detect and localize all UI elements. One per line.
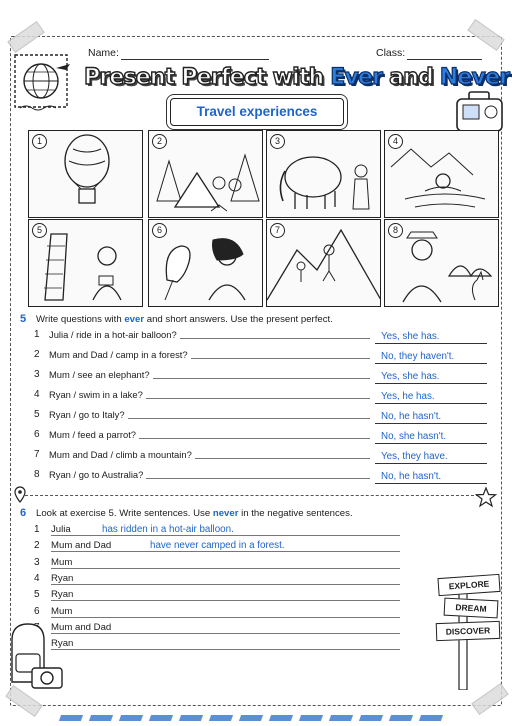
exercise-6-item bbox=[20, 555, 400, 571]
answer-line[interactable] bbox=[51, 617, 400, 618]
exercise-6-item bbox=[20, 604, 400, 620]
picture-8-australia-kangaroo bbox=[384, 219, 499, 307]
exercise-6-number: 6 bbox=[20, 507, 27, 519]
item-number: 5 bbox=[34, 409, 40, 420]
picture-3-elephant bbox=[266, 130, 381, 218]
section-divider bbox=[20, 495, 484, 496]
item-number: 5 bbox=[34, 589, 40, 601]
instr-highlight: ever bbox=[124, 314, 145, 325]
picture-number: 8 bbox=[388, 223, 403, 238]
picture-5-leaning-tower-italy bbox=[28, 219, 143, 307]
strip-segment bbox=[179, 715, 203, 721]
sentence-answer: has ridden in a hot-air balloon. bbox=[102, 524, 234, 535]
class-label: Class: bbox=[376, 47, 406, 59]
name-label: Name: bbox=[88, 47, 119, 59]
star-icon bbox=[474, 486, 498, 508]
short-answer: Yes, they have. bbox=[381, 451, 448, 462]
strip-segment bbox=[269, 715, 293, 721]
sentence-subject: Mum and Dad bbox=[51, 622, 114, 633]
exercise-5-item bbox=[20, 346, 490, 366]
strip-segment bbox=[329, 715, 353, 721]
answer-line[interactable] bbox=[375, 383, 487, 384]
instr-text: and short answers. Use the present perfect. bbox=[144, 314, 333, 325]
picture-number: 2 bbox=[152, 134, 167, 149]
answer-line[interactable] bbox=[51, 535, 400, 536]
title-part: and bbox=[382, 65, 440, 90]
sentence-subject: Mum bbox=[51, 557, 75, 568]
sentence-subject: Mum and Dad bbox=[51, 540, 114, 551]
item-number: 7 bbox=[34, 449, 40, 460]
short-answer: No, he hasn't. bbox=[381, 411, 442, 422]
item-number: 3 bbox=[34, 369, 40, 380]
question-prompt: Julia / ride in a hot-air balloon? bbox=[49, 329, 180, 340]
question-prompt: Ryan / go to Italy? bbox=[49, 409, 128, 420]
exercise-5-item bbox=[20, 446, 490, 466]
title-ever: Ever bbox=[330, 65, 383, 90]
item-number: 8 bbox=[34, 469, 40, 480]
question-prompt: Mum / see an elephant? bbox=[49, 369, 153, 380]
instr-highlight: never bbox=[212, 508, 239, 519]
item-number: 6 bbox=[34, 429, 40, 440]
item-number: 1 bbox=[34, 329, 40, 340]
title-part: Present Perfect with bbox=[84, 65, 331, 90]
picture-2-camping-forest bbox=[148, 130, 263, 218]
item-number: 2 bbox=[34, 540, 40, 552]
instr-text: in the negative sentences. bbox=[238, 508, 353, 519]
short-answer: Yes, she has. bbox=[381, 371, 440, 382]
globe-stamp-icon bbox=[12, 52, 76, 114]
answer-line[interactable] bbox=[375, 483, 487, 484]
picture-6-parrot bbox=[148, 219, 263, 307]
item-number: 4 bbox=[34, 572, 40, 584]
short-answer: Yes, he has. bbox=[381, 391, 435, 402]
exercise-5-instructions bbox=[36, 314, 333, 325]
strip-segment bbox=[59, 715, 83, 721]
item-number: 1 bbox=[34, 524, 40, 535]
question-prompt: Mum and Dad / climb a mountain? bbox=[49, 449, 195, 460]
picture-1-hot-air-balloon bbox=[28, 130, 143, 218]
sentence-subject: Mum bbox=[51, 606, 75, 617]
sign-discover: DISCOVER bbox=[436, 621, 501, 641]
short-answer: No, he hasn't. bbox=[381, 471, 442, 482]
name-field[interactable] bbox=[121, 59, 269, 60]
class-field[interactable] bbox=[407, 59, 482, 60]
exercise-6-item bbox=[20, 636, 400, 652]
answer-line[interactable] bbox=[375, 423, 487, 424]
answer-line[interactable] bbox=[51, 649, 400, 650]
answer-line[interactable] bbox=[375, 363, 487, 364]
worksheet-title bbox=[84, 65, 510, 97]
picture-number: 5 bbox=[32, 223, 47, 238]
exercise-6-instructions bbox=[36, 508, 353, 519]
picture-4-swimming-lake bbox=[384, 130, 499, 218]
exercise-6-item bbox=[20, 620, 400, 636]
question-prompt: Ryan / go to Australia? bbox=[49, 469, 146, 480]
item-number: 4 bbox=[34, 389, 40, 400]
sign-explore: EXPLORE bbox=[437, 574, 500, 596]
answer-line[interactable] bbox=[51, 568, 400, 569]
exercise-5-item bbox=[20, 466, 490, 486]
picture-number: 6 bbox=[152, 223, 167, 238]
short-answer: No, they haven't. bbox=[381, 351, 455, 362]
question-prompt: Mum / feed a parrot? bbox=[49, 429, 139, 440]
strip-segment bbox=[239, 715, 263, 721]
sentence-subject: Julia bbox=[51, 524, 74, 535]
instr-text: Write questions with bbox=[36, 314, 125, 325]
picture-number: 3 bbox=[270, 134, 285, 149]
exercise-6-item bbox=[20, 538, 400, 554]
item-number: 2 bbox=[34, 349, 40, 360]
sentence-subject: Ryan bbox=[51, 573, 76, 584]
answer-line[interactable] bbox=[51, 633, 400, 634]
exercise-6-item bbox=[20, 522, 400, 538]
answer-line[interactable] bbox=[375, 463, 487, 464]
short-answer: Yes, she has. bbox=[381, 331, 440, 342]
strip-segment bbox=[359, 715, 383, 721]
question-prompt: Ryan / swim in a lake? bbox=[49, 389, 146, 400]
answer-line[interactable] bbox=[51, 584, 400, 585]
strip-segment bbox=[419, 715, 443, 721]
exercise-6-item bbox=[20, 587, 400, 603]
answer-line[interactable] bbox=[375, 343, 487, 344]
subtitle-banner: Travel experiences bbox=[170, 98, 344, 126]
strip-segment bbox=[209, 715, 233, 721]
strip-segment bbox=[89, 715, 113, 721]
strip-segment bbox=[149, 715, 173, 721]
answer-line[interactable] bbox=[51, 551, 400, 552]
picture-number: 7 bbox=[270, 223, 285, 238]
strip-segment bbox=[299, 715, 323, 721]
answer-line[interactable] bbox=[375, 443, 487, 444]
sentence-subject: Ryan bbox=[51, 638, 76, 649]
item-number: 3 bbox=[34, 556, 40, 568]
picture-number: 4 bbox=[388, 134, 403, 149]
exercise-5-item bbox=[20, 386, 490, 406]
instr-text: Look at exercise 5. Write sentences. Use bbox=[36, 508, 213, 519]
picture-number: 1 bbox=[32, 134, 47, 149]
short-answer: No, she hasn't. bbox=[381, 431, 447, 442]
decorative-strip bbox=[60, 708, 450, 716]
sentence-subject: Ryan bbox=[51, 589, 76, 600]
picture-7-mountain-climbing bbox=[266, 219, 381, 307]
exercise-5-item bbox=[20, 366, 490, 386]
question-prompt: Mum and Dad / camp in a forest? bbox=[49, 349, 191, 360]
strip-segment bbox=[119, 715, 143, 721]
title-never: Never bbox=[439, 65, 510, 90]
answer-line[interactable] bbox=[375, 403, 487, 404]
answer-line[interactable] bbox=[51, 600, 400, 601]
exercise-6-item bbox=[20, 571, 400, 587]
sentence-answer: have never camped in a forest. bbox=[150, 540, 285, 552]
exercise-5-item bbox=[20, 426, 490, 446]
exercise-5-item bbox=[20, 406, 490, 426]
sign-dream: DREAM bbox=[444, 598, 499, 619]
exercise-5-number: 5 bbox=[20, 313, 27, 325]
item-number: 6 bbox=[34, 605, 40, 617]
map-pin-icon bbox=[12, 485, 28, 505]
exercise-5-item bbox=[20, 326, 490, 346]
strip-segment bbox=[389, 715, 413, 721]
